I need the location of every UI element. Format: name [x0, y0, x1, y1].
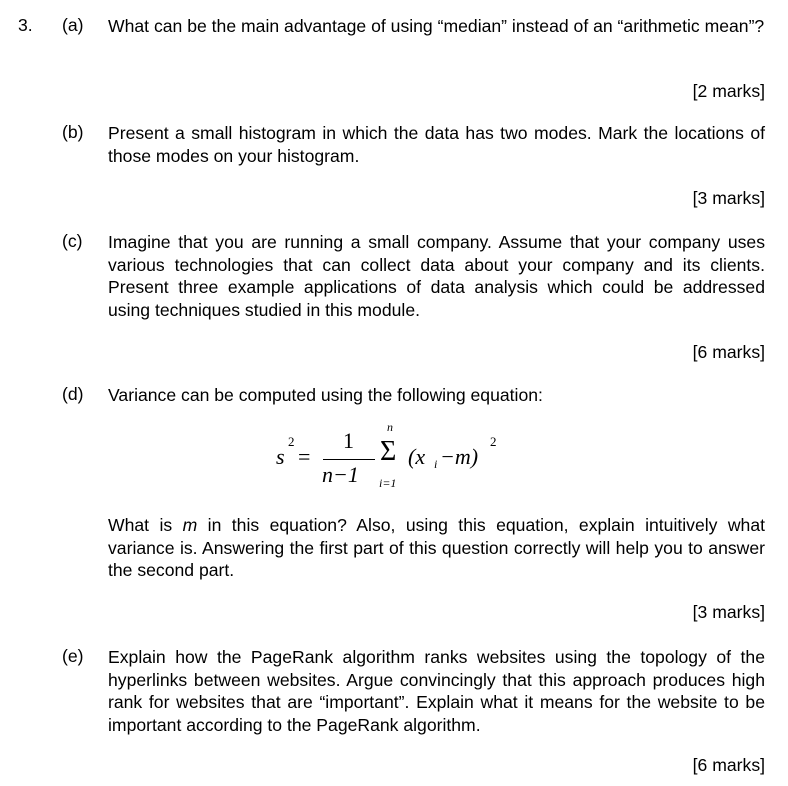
formula-numerator: 1	[343, 428, 354, 453]
part-b-label: (b)	[62, 122, 84, 142]
term-sup: 2	[490, 434, 497, 449]
sum-lower: i=1	[379, 476, 397, 490]
formula-lhs-sup: 2	[288, 434, 295, 449]
part-b-text: Present a small histogram in which the data has two modes. Mark the locations of those modes on your histogram.	[108, 123, 765, 166]
followup-post: in this equation? Also, using this equation, explain intuitively what variance is. Answering the first part of this question correctly will help you to answer the second part.	[108, 515, 766, 580]
term-sub: i	[434, 457, 438, 471]
followup-var: m	[182, 515, 198, 535]
part-c-label: (c)	[62, 231, 83, 251]
part-d-followup	[108, 514, 765, 582]
sum-upper: n	[387, 420, 393, 434]
part-a-label: (a)	[62, 15, 84, 35]
part-a-marks: [2 marks]	[692, 81, 765, 101]
part-c-text: Imagine that you are running a small company. Assume that your company uses various technologies that can collect data about your company and its clients. Present three example applications of data analysis which could be addressed using techniques studied in this module.	[108, 232, 765, 320]
fraction-bar	[323, 459, 375, 460]
term-open: (x	[408, 444, 426, 469]
part-d-label: (d)	[62, 384, 84, 404]
term-rest: −m)	[440, 444, 479, 469]
formula-denominator: n−1	[322, 462, 359, 487]
part-d-text: Variance can be computed using the following equation:	[108, 385, 543, 405]
part-d-marks: [3 marks]	[692, 602, 765, 622]
part-c-marks: [6 marks]	[692, 342, 765, 362]
part-e-label: (e)	[62, 646, 84, 666]
formula-lhs: s	[276, 444, 285, 469]
followup-pre: What is	[108, 515, 183, 535]
sum-sign: Σ	[380, 436, 397, 467]
part-e-text: Explain how the PageRank algorithm ranks websites using the topology of the hyperlinks between websites. Argue convincingly that this approach produces high rank for websites that are “important”. Explain what it means for the website to be important according to the PageRank algorithm.	[108, 647, 765, 735]
formula-equals: =	[298, 444, 311, 469]
question-number: 3.	[18, 15, 33, 35]
part-a-text: What can be the main advantage of using “median” instead of an “arithmetic mean”?	[108, 16, 765, 36]
variance-formula	[268, 420, 528, 500]
part-e-marks: [6 marks]	[692, 755, 765, 775]
part-b-marks: [3 marks]	[692, 188, 765, 208]
